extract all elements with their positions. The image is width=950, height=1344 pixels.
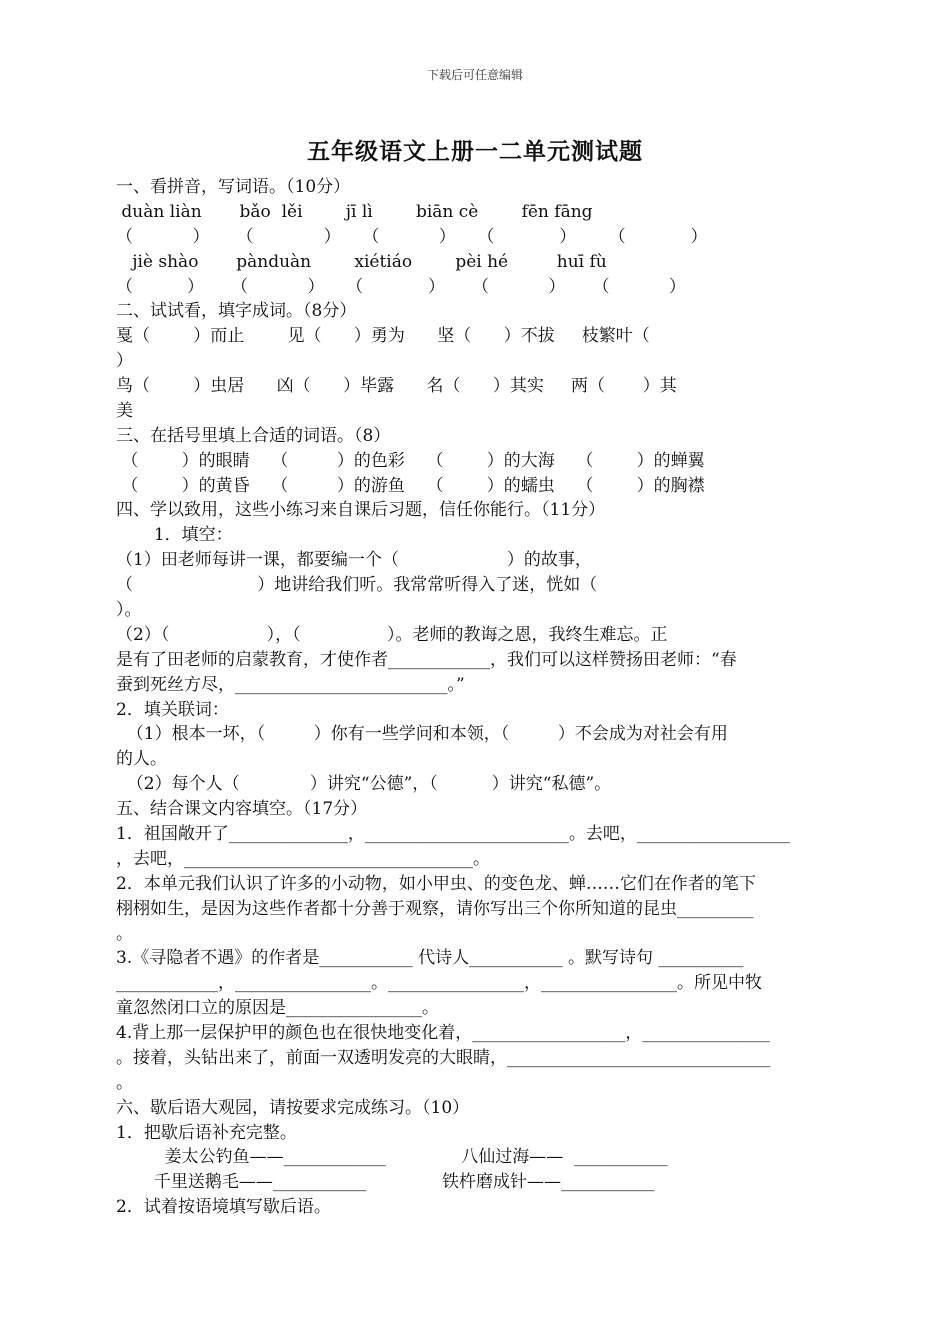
text-line: 四、学以致用，这些小练习来自课后习题，信任你能行。（11分） <box>116 500 606 520</box>
text-line: 。 <box>116 924 133 944</box>
text-line: 戛（ ）而止 见（ ）勇为 坚（ ）不拔 枝繁叶（ <box>116 326 650 346</box>
text-line: （1）根本一坏，（ ）你有一些学问和本领，（ ）不会成为对社会有用 <box>116 724 728 744</box>
text-line: 一、看拼音，写词语。（10分） <box>116 177 351 197</box>
text-line: 3.《寻隐者不遇》的作者是___________ 代诗人___________ 。默写诗句 __________ <box>116 948 744 968</box>
text-line: ____________，________________。________________，________________。所见中牧 <box>116 973 762 993</box>
text-line: 。 <box>116 1073 133 1093</box>
text-line: 美 <box>116 401 133 421</box>
text-line: （2）每个人（ ）讲究“公德”，（ ）讲究“私德”。 <box>116 774 612 794</box>
text-line: ）。 <box>116 600 142 620</box>
text-line: ） <box>116 351 133 371</box>
text-line: ，去吧，__________________________________。 <box>116 849 490 869</box>
text-line: （ ）的黄昏 （ ）的游鱼 （ ）的蠕虫 （ ）的胸襟 <box>116 476 705 496</box>
text-line: 五、结合课文内容填空。（17分） <box>116 799 368 819</box>
text-line: 1．把歇后语补充完整。 <box>116 1123 297 1143</box>
text-line: 鸟（ ）虫居 凶（ ）毕露 名（ ）其实 两（ ）其 <box>116 376 677 396</box>
text-line: 童忽然闭口立的原因是________________。 <box>116 998 439 1018</box>
text-line: 栩栩如生，是因为这些作者都十分善于观察，请你写出三个你所知道的昆虫_________ <box>116 899 754 919</box>
text-line: 是有了田老师的启蒙教育，才使作者____________，我们可以这样赞扬田老师：“春 <box>116 650 737 670</box>
page-header: 下载后可任意编辑 <box>426 68 523 82</box>
text-line: （ ）的眼睛 （ ）的色彩 （ ）的大海 （ ）的蝉翼 <box>116 451 705 471</box>
text-line: （ ） （ ） （ ） （ ） （ ） <box>116 277 686 297</box>
text-line: 三、在括号里填上合适的词语。（8） <box>116 426 391 446</box>
text-line: 姜太公钓鱼——____________ 八仙过海—— ___________ <box>116 1147 668 1167</box>
text-line: 六、歇后语大观园，请按要求完成练习。（10） <box>116 1098 470 1118</box>
text-line: 1．祖国敞开了______________，________________________。去吧，__________________ <box>116 824 790 844</box>
text-line: 2．试着按语境填写歇后语。 <box>116 1197 331 1217</box>
text-line: 的人。 <box>116 749 167 769</box>
text-line: 。接着，头钻出来了，前面一双透明发亮的大眼睛，_______________________________ <box>116 1048 771 1068</box>
text-line: 二、试试看，填字成词。（8分） <box>116 301 357 321</box>
text-line: duàn liàn bǎo lěi jī lì biān cè fēn fāng <box>116 202 593 222</box>
text-line: （ ） （ ） （ ） （ ） （ ） <box>116 227 708 247</box>
text-line: 2．本单元我们认识了许多的小动物，如小甲虫、的变色龙、蝉……它们在作者的笔下 <box>116 874 756 894</box>
text-line: jiè shào pànduàn xiétiáo pèi hé huī fù <box>116 252 607 272</box>
text-line: （2）（ ），（ ）。老师的教诲之恩，我终生难忘。正 <box>116 625 668 645</box>
text-line: 千里送鹅毛——___________ 铁杵磨成针——___________ <box>116 1172 655 1192</box>
page-title: 五年级语文上册一二单元测试题 <box>307 138 643 165</box>
text-line: （ ）地讲给我们听。我常常听得入了迷，恍如（ <box>116 575 598 595</box>
text-line: 蚕到死丝方尽，_________________________。” <box>116 675 465 695</box>
text-line: 2．填关联词： <box>116 700 229 720</box>
text-line: （1）田老师每讲一课，都要编一个（ ）的故事， <box>116 550 592 570</box>
text-line: 4.背上那一层保护甲的颜色也在很快地变化着，__________________，_______________ <box>116 1023 770 1043</box>
text-line: 1．填空： <box>116 525 233 545</box>
